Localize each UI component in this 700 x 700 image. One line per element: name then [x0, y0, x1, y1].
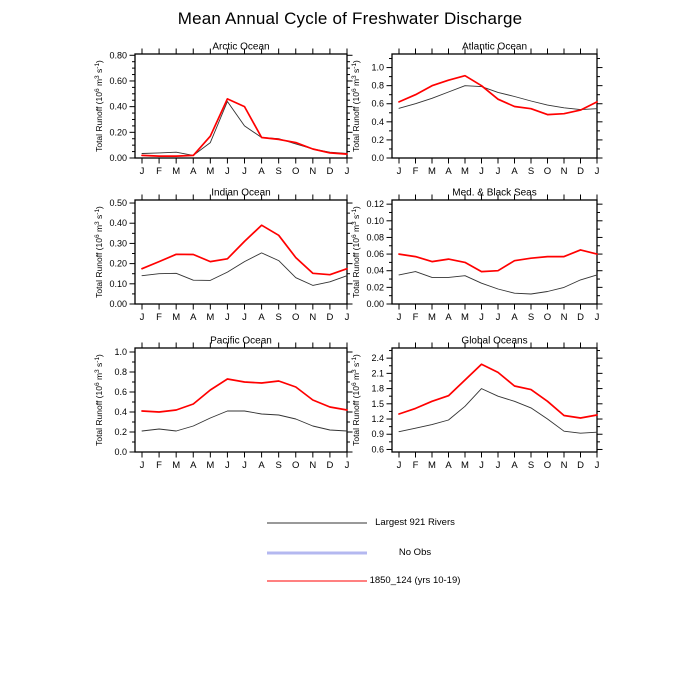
panel-title: Pacific Ocean — [210, 335, 272, 347]
y-tick-label: 0.08 — [366, 232, 384, 243]
panel-global-oceans — [351, 336, 603, 472]
x-tick-label: J — [225, 312, 230, 323]
plot-frame — [392, 200, 597, 304]
y-tick-label: 0.6 — [371, 98, 384, 109]
legend-label: Largest 921 Rivers — [375, 517, 455, 528]
x-tick-label: F — [156, 312, 162, 323]
x-tick-label: A — [445, 460, 452, 471]
x-tick-label: D — [326, 312, 334, 323]
x-tick-label: D — [577, 312, 584, 323]
y-axis-title: Total Runoff ($10^6$ $m^3$ $s^{-1}$) — [94, 60, 104, 152]
x-tick-label: S — [527, 312, 535, 323]
y-tick-label: 0.00 — [366, 299, 384, 309]
series-line-largest-921-rivers — [399, 272, 597, 294]
panel-indian-ocean — [94, 188, 353, 324]
panel-arctic-ocean — [94, 42, 353, 178]
y-tick-label: 0.2 — [114, 427, 127, 437]
plot-frame — [392, 348, 597, 452]
x-axis — [399, 195, 597, 310]
legend-label: No Obs — [398, 547, 432, 558]
series-line-largest-921-rivers — [142, 411, 347, 431]
y-tick-label: 0.20 — [109, 258, 127, 269]
x-tick-label: M — [172, 312, 181, 323]
legend-line-model — [267, 581, 367, 582]
x-tick-label: O — [292, 460, 300, 471]
x-tick-label: D — [577, 460, 584, 471]
series-line-1850-124-yrs-10-19 — [399, 250, 597, 272]
plot-frame — [135, 54, 347, 158]
x-tick-label: S — [527, 166, 535, 177]
series-line-1850-124-yrs-10-19 — [142, 99, 347, 156]
x-axis — [399, 343, 597, 458]
y-axis — [130, 203, 353, 304]
x-tick-label: J — [344, 166, 350, 177]
y-tick-label: 0.40 — [109, 101, 127, 112]
x-tick-label: S — [275, 166, 282, 177]
panel-med-black-seas — [351, 188, 603, 324]
x-tick-label: J — [242, 312, 247, 323]
x-tick-label: A — [190, 166, 197, 177]
x-tick-label: F — [156, 460, 162, 471]
x-tick-label: J — [139, 460, 145, 471]
y-axis-title: Total Runoff ($10^6$ $m^3$ $s^{-1}$) — [94, 206, 104, 298]
legend-item-noobs — [0, 545, 700, 561]
x-tick-label: N — [309, 460, 317, 471]
x-tick-label: J — [242, 460, 247, 471]
series-line-1850-124-yrs-10-19 — [399, 76, 597, 115]
x-tick-label: O — [543, 460, 552, 471]
y-tick-label: 0.80 — [109, 50, 127, 61]
x-tick-label: J — [396, 312, 402, 323]
legend-item-model — [0, 573, 700, 589]
plot-frame — [392, 54, 597, 158]
x-tick-label: M — [461, 460, 469, 471]
x-tick-label: N — [560, 460, 568, 471]
x-axis — [142, 343, 347, 458]
x-tick-label: J — [139, 312, 145, 323]
x-tick-label: D — [326, 166, 334, 177]
y-tick-label: 0.0 — [114, 447, 127, 457]
y-tick-label: 0.4 — [114, 407, 127, 417]
x-tick-label: F — [412, 312, 419, 323]
x-tick-label: A — [445, 166, 452, 177]
x-tick-label: J — [495, 312, 501, 323]
x-tick-label: O — [292, 166, 300, 177]
y-axis-title: Total Runoff ($10^6$ $m^3$ $s^{-1}$) — [351, 354, 361, 446]
y-tick-label: 2.4 — [371, 353, 384, 364]
panel-title: Atlantic Ocean — [461, 41, 528, 53]
panel-atlantic-ocean — [351, 42, 603, 178]
x-tick-label: N — [309, 166, 317, 177]
panel-title: Global Oceans — [461, 335, 528, 347]
y-tick-label: 0.06 — [366, 249, 384, 260]
x-axis — [399, 49, 597, 164]
x-tick-label: M — [206, 460, 215, 471]
x-tick-label: M — [461, 166, 469, 177]
legend-item-rivers — [0, 515, 700, 531]
x-tick-label: F — [412, 166, 419, 177]
x-tick-label: J — [495, 460, 501, 471]
series-line-1850-124-yrs-10-19 — [399, 364, 597, 418]
x-tick-label: M — [428, 166, 436, 177]
x-tick-label: J — [242, 166, 247, 177]
x-tick-label: S — [275, 312, 282, 323]
x-tick-label: F — [156, 166, 162, 177]
y-tick-label: 0.02 — [366, 282, 384, 293]
y-tick-label: 1.8 — [371, 383, 384, 394]
x-tick-label: M — [461, 312, 469, 323]
y-tick-label: 0.9 — [371, 429, 384, 440]
x-tick-label: A — [511, 460, 518, 471]
x-axis — [142, 195, 347, 310]
y-tick-label: 0.10 — [366, 215, 384, 226]
x-tick-label: M — [428, 312, 436, 323]
series-line-largest-921-rivers — [399, 389, 597, 434]
x-tick-label: A — [258, 312, 265, 323]
y-tick-label: 1.5 — [371, 398, 384, 409]
y-tick-label: 0.0 — [371, 153, 384, 163]
x-tick-label: J — [396, 460, 402, 471]
y-tick-label: 0.2 — [371, 134, 384, 145]
y-axis-title: Total Runoff ($10^6$ $m^3$ $s^{-1}$) — [94, 354, 104, 446]
y-tick-label: 1.2 — [371, 414, 384, 425]
y-tick-label: 0.10 — [109, 278, 127, 289]
series-line-1850-124-yrs-10-19 — [142, 379, 347, 412]
legend-line-noobs — [267, 552, 367, 555]
x-tick-label: O — [543, 166, 552, 177]
y-tick-label: 0.04 — [366, 265, 384, 276]
x-tick-label: J — [396, 166, 402, 177]
x-tick-label: A — [445, 312, 452, 323]
x-tick-label: N — [309, 312, 317, 323]
x-tick-label: M — [206, 312, 215, 323]
y-tick-label: 2.1 — [371, 368, 384, 379]
x-tick-label: J — [225, 166, 230, 177]
x-tick-label: A — [511, 166, 518, 177]
y-tick-label: 0.00 — [109, 299, 127, 309]
series-line-largest-921-rivers — [142, 253, 347, 286]
figure-title: Mean Annual Cycle of Freshwater Discharge — [177, 9, 523, 28]
x-tick-label: J — [479, 460, 484, 471]
x-tick-label: D — [577, 166, 584, 177]
y-tick-label: 0.00 — [109, 153, 127, 163]
x-tick-label: F — [412, 460, 419, 471]
x-tick-label: N — [560, 312, 568, 323]
y-tick-label: 0.12 — [366, 199, 384, 210]
x-tick-label: J — [594, 312, 600, 323]
y-axis — [130, 55, 353, 158]
series-line-largest-921-rivers — [399, 86, 597, 110]
x-tick-label: A — [190, 312, 197, 323]
x-tick-label: J — [225, 460, 230, 471]
y-tick-label: 0.8 — [114, 367, 127, 377]
x-tick-label: J — [495, 166, 501, 177]
x-tick-label: J — [139, 166, 145, 177]
y-tick-label: 0.8 — [371, 80, 384, 91]
x-tick-label: S — [527, 460, 535, 471]
x-tick-label: O — [292, 312, 300, 323]
x-tick-label: J — [594, 460, 600, 471]
y-axis — [387, 351, 603, 450]
panel-title: Med. & Black Seas — [452, 187, 537, 199]
x-tick-label: J — [344, 460, 350, 471]
panel-title: Indian Ocean — [211, 187, 271, 199]
x-tick-label: A — [190, 460, 197, 471]
y-tick-label: 0.50 — [109, 198, 127, 209]
series-line-largest-921-rivers — [142, 102, 347, 156]
y-axis-title: Total Runoff ($10^6$ $m^3$ $s^{-1}$) — [351, 206, 361, 298]
legend-line-rivers — [267, 523, 367, 524]
x-tick-label: J — [344, 312, 350, 323]
y-axis-title: Total Runoff ($10^6$ $m^3$ $s^{-1}$) — [351, 60, 361, 152]
x-tick-label: M — [428, 460, 436, 471]
y-tick-label: 1.0 — [371, 62, 384, 73]
x-tick-label: A — [511, 312, 518, 323]
y-tick-label: 0.20 — [109, 127, 127, 138]
y-tick-label: 0.6 — [371, 444, 384, 455]
x-tick-label: M — [172, 460, 181, 471]
x-tick-label: A — [258, 460, 265, 471]
panel-pacific-ocean — [94, 336, 353, 472]
x-tick-label: O — [543, 312, 552, 323]
x-tick-label: A — [258, 166, 265, 177]
y-tick-label: 0.6 — [114, 387, 127, 397]
x-tick-label: D — [326, 460, 334, 471]
panel-title: Arctic Ocean — [212, 41, 270, 53]
x-tick-label: J — [479, 312, 484, 323]
y-tick-label: 0.4 — [371, 116, 384, 127]
legend-label: 1850_124 (yrs 10-19) — [369, 575, 461, 586]
x-tick-label: J — [479, 166, 484, 177]
y-tick-label: 0.60 — [109, 75, 127, 86]
plot-frame — [135, 348, 347, 452]
y-tick-label: 1.0 — [114, 347, 127, 357]
y-tick-label: 0.40 — [109, 218, 127, 229]
y-tick-label: 0.30 — [109, 238, 127, 249]
x-tick-label: J — [594, 166, 600, 177]
x-tick-label: M — [206, 166, 215, 177]
plot-frame — [135, 200, 347, 304]
x-tick-label: M — [172, 166, 181, 177]
x-tick-label: N — [560, 166, 568, 177]
x-tick-label: S — [275, 460, 282, 471]
series-line-1850-124-yrs-10-19 — [142, 225, 347, 275]
